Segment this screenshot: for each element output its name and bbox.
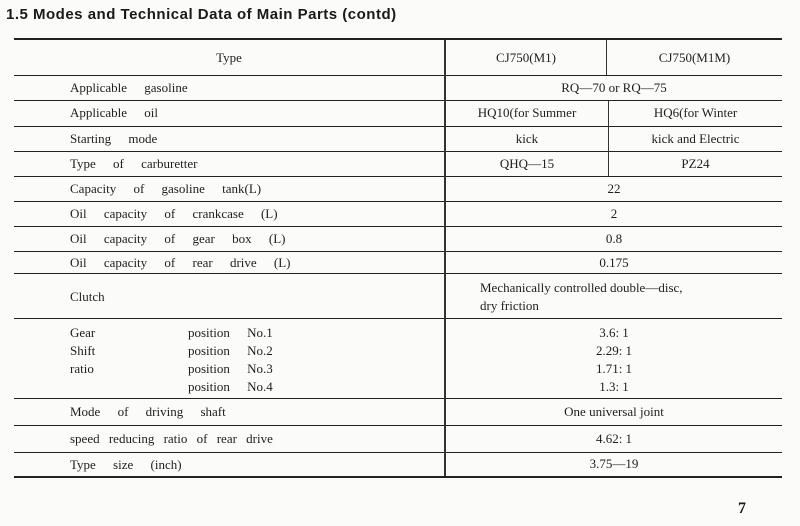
row-value-clutch-line1: Mechanically controlled double—disc, <box>480 280 683 295</box>
row-label-speed: speed reducing ratio of rear drive <box>70 431 273 446</box>
gear-ratio-2: 2.29: 1 <box>595 343 633 358</box>
gear-position-1: position No.1 <box>188 325 273 340</box>
row-divider <box>14 126 782 127</box>
row-divider <box>14 75 782 76</box>
row-divider <box>14 201 782 202</box>
row-value-gasoline: RQ—70 or RQ—75 <box>561 80 667 95</box>
row-value-reardrive: 0.175 <box>599 255 629 270</box>
row-value-oil-m1m: HQ6(for Winter <box>653 105 738 120</box>
row-label-shaft: Mode of driving shaft <box>70 404 226 419</box>
row-value-oil-m1: HQ10(for Summer <box>477 105 577 120</box>
row-value-starting-m1m: kick and Electric <box>651 131 740 146</box>
row-divider <box>14 318 782 319</box>
row-label-tyre: Type size (inch) <box>70 457 182 472</box>
table-top-rule <box>14 38 782 40</box>
page-number: 7 <box>738 500 746 517</box>
header-type: Type <box>216 50 242 65</box>
row-label-oil: Applicable oil <box>70 105 159 120</box>
row-label-ratio: ratio <box>70 361 94 376</box>
row-value-carburetter-m1: QHQ—15 <box>499 156 555 171</box>
gear-ratio-3: 1.71: 1 <box>595 361 633 376</box>
row-divider <box>14 151 782 152</box>
row-divider <box>14 425 782 426</box>
row-label-gearbox: Oil capacity of gear box (L) <box>70 231 286 246</box>
row-divider <box>14 226 782 227</box>
row-label-reardrive: Oil capacity of rear drive (L) <box>70 255 291 270</box>
row-label-starting: Starting mode <box>70 131 158 146</box>
row-label-shift: Shift <box>70 343 96 358</box>
gear-position-4: position No.4 <box>188 379 273 394</box>
row-value-clutch-line2: dry friction <box>480 298 539 313</box>
row-divider <box>14 273 782 274</box>
row-value-gearbox: 0.8 <box>605 231 623 246</box>
row-value-tyre: 3.75—19 <box>589 456 639 471</box>
row-label-gasoline: Applicable gasoline <box>70 80 188 95</box>
row-label-tank: Capacity of gasoline tank(L) <box>70 181 262 196</box>
row-divider <box>14 398 782 399</box>
page-title: 1.5 Modes and Technical Data of Main Parts (contd) <box>6 6 397 23</box>
table-bottom-rule <box>14 476 782 478</box>
row-divider <box>14 452 782 453</box>
row-divider <box>14 251 782 252</box>
row-value-crankcase: 2 <box>610 206 618 221</box>
row-value-starting-m1: kick <box>515 131 539 146</box>
row-value-carburetter-m1m: PZ24 <box>681 156 710 171</box>
gear-ratio-4: 1.3: 1 <box>599 379 629 394</box>
header-model-m1m: CJ750(M1M) <box>658 50 731 65</box>
row-label-clutch: Clutch <box>70 289 105 304</box>
row-label-gear: Gear <box>70 325 96 340</box>
header-model-m1: CJ750(M1) <box>496 50 556 65</box>
gear-position-2: position No.2 <box>188 343 273 358</box>
row-value-shaft: One universal joint <box>564 404 664 419</box>
row-divider <box>14 100 782 101</box>
row-divider <box>14 176 782 177</box>
gear-position-3: position No.3 <box>188 361 273 376</box>
row-label-carburetter: Type of carburetter <box>70 156 198 171</box>
gear-ratio-1: 3.6: 1 <box>599 325 629 340</box>
row-value-tank: 22 <box>607 181 621 196</box>
row-value-speed: 4.62: 1 <box>595 431 633 446</box>
row-label-crankcase: Oil capacity of crankcase (L) <box>70 206 278 221</box>
